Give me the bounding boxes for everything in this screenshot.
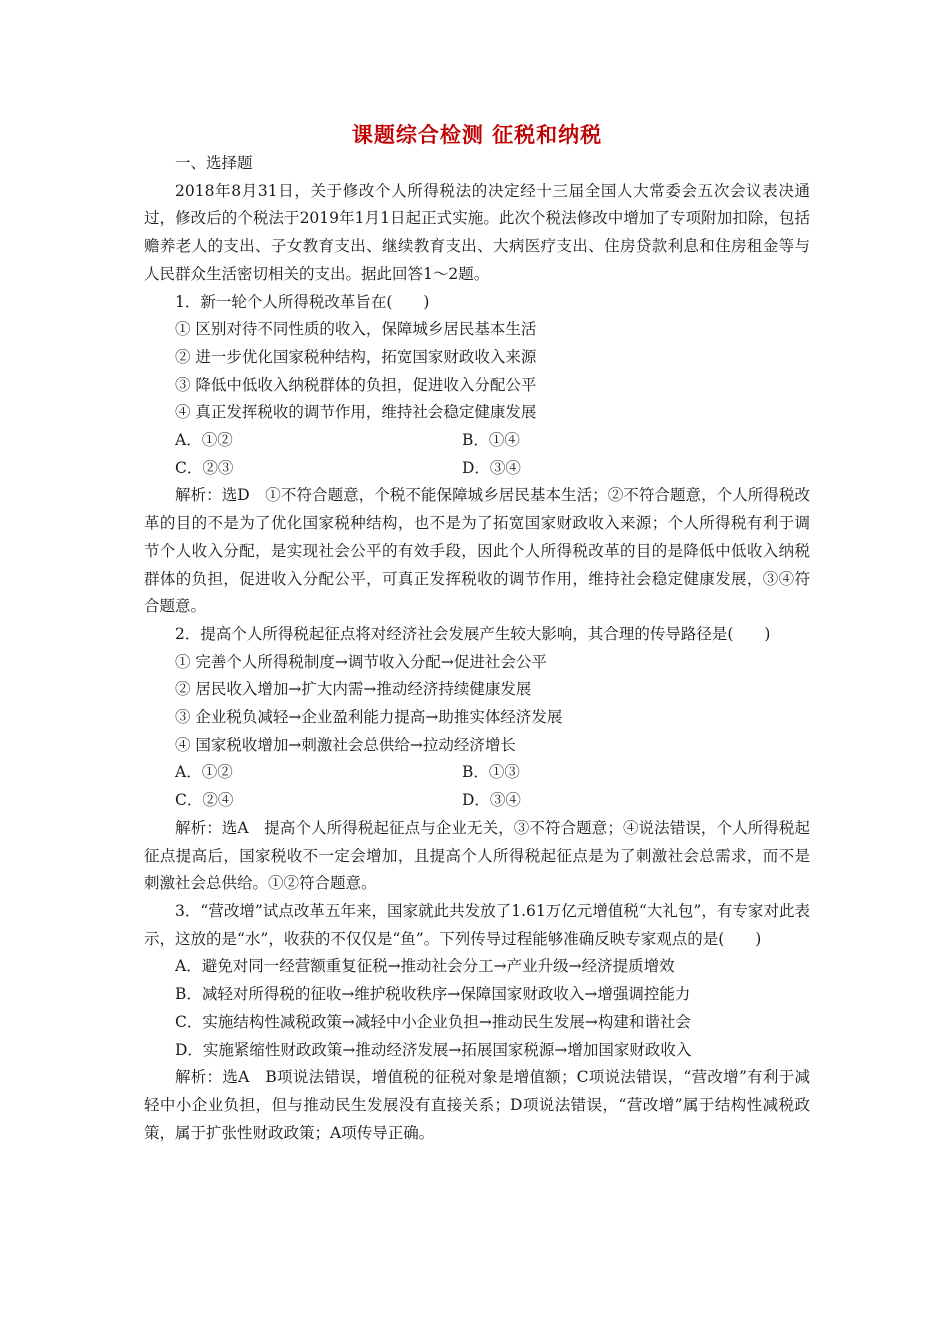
question-1-item: ④ 真正发挥税收的调节作用，维持社会稳定健康发展	[175, 403, 537, 422]
question-2-choices-row	[144, 759, 810, 787]
choice-a: A．①②	[175, 431, 233, 450]
question-3-stem: 3．“营改增”试点改革五年来，国家就此共发放了1.61万亿元增值税“大礼包”，有专家对此表示，这放的是“水”，收获的不仅仅是“鱼”。下列传导过程能够准确反映专家观点的是( )	[144, 901, 810, 948]
question-3-option-b: B．减轻对所得税的征收→维护税收秩序→保障国家财政收入→增强调控能力	[175, 985, 691, 1004]
question-2-analysis: 解析：选A 提高个人所得税起征点与企业无关，③不符合题意；④说法错误，个人所得税起征点提高后，国家税收不一定会增加，且提高个人所得税起征点是为了刺激社会总需求，而不是刺激社会总供给。①②符合题意。	[144, 818, 810, 893]
question-2-item: ② 居民收入增加→扩大内需→推动经济持续健康发展	[175, 680, 532, 699]
question-2-item: ① 完善个人所得税制度→调节收入分配→促进社会公平	[175, 652, 547, 671]
choice-d: D．③④	[462, 458, 521, 477]
choice-d: D．③④	[462, 791, 521, 810]
question-3-option-c: C．实施结构性减税政策→减轻中小企业负担→推动民生发展→构建和谐社会	[175, 1012, 691, 1031]
choice-c: C．②③	[175, 458, 234, 477]
choice-b: B．①③	[462, 763, 520, 782]
page-title: 课题综合检测 征税和纳税	[351, 122, 603, 147]
question-1-item: ① 区别对待不同性质的收入，保障城乡居民基本生活	[175, 320, 537, 339]
choice-c: C．②④	[175, 791, 234, 810]
question-1-choices-row	[144, 455, 810, 483]
question-1-item: ③ 降低中低收入纳税群体的负担，促进收入分配公平	[175, 375, 537, 394]
question-2-item: ④ 国家税收增加→刺激社会总供给→拉动经济增长	[175, 735, 516, 754]
document-page	[144, 120, 810, 1147]
choice-a: A．①②	[175, 763, 233, 782]
question-2-item: ③ 企业税负减轻→企业盈利能力提高→助推实体经济发展	[175, 708, 563, 727]
question-3-option-a: A．避免对同一经营额重复征税→推动社会分工→产业升级→经济提质增效	[175, 957, 675, 976]
question-2-choices-row	[144, 787, 810, 815]
question-3-analysis: 解析：选A B项说法错误，增值税的征税对象是增值额；C项说法错误，“营改增”有利于减轻中小企业负担，但与推动民生发展没有直接关系；D项说法错误，“营改增”属于结构性减税政策，属于扩张性财政政策；A项传导正确。	[144, 1068, 810, 1142]
question-3-option-d: D．实施紧缩性财政政策→推动经济发展→拓展国家税源→增加国家财政收入	[175, 1040, 692, 1059]
question-2-stem: 2．提高个人所得税起征点将对经济社会发展产生较大影响，其合理的传导路径是( )	[175, 624, 771, 643]
question-1-stem: 1．新一轮个人所得税改革旨在( )	[175, 292, 430, 311]
question-1-choices-row	[144, 427, 810, 455]
section-heading: 一、选择题	[175, 154, 253, 172]
question-1-analysis: 解析：选D ①不符合题意，个税不能保障城乡居民基本生活；②不符合题意，个人所得税改革的目的不是为了优化国家税种结构，也不是为了拓宽国家财政收入来源；个人所得税有利于调节个人收入分配，是实现社会公平的有效手段，因此个人所得税改革的目的是降低中低收入纳税群体的负担，促进收入分配公平，可真正发挥税收的调节作用，维持社会稳定健康发展，③④符合题意。	[144, 486, 810, 616]
question-1-item: ② 进一步优化国家税种结构，拓宽国家财政收入来源	[175, 347, 537, 366]
choice-b: B．①④	[462, 431, 520, 450]
intro-paragraph: 2018年8月31日，关于修改个人所得税法的决定经十三届全国人大常委会五次会议表决通过，修改后的个税法于2019年1月1日起正式实施。此次个税法修改中增加了专项附加扣除，包括赡养老人的支出、子女教育支出、继续教育支出、大病医疗支出、住房贷款利息和住房租金等与人民群众生活密切相关的支出。据此回答1～2题。	[144, 181, 810, 283]
